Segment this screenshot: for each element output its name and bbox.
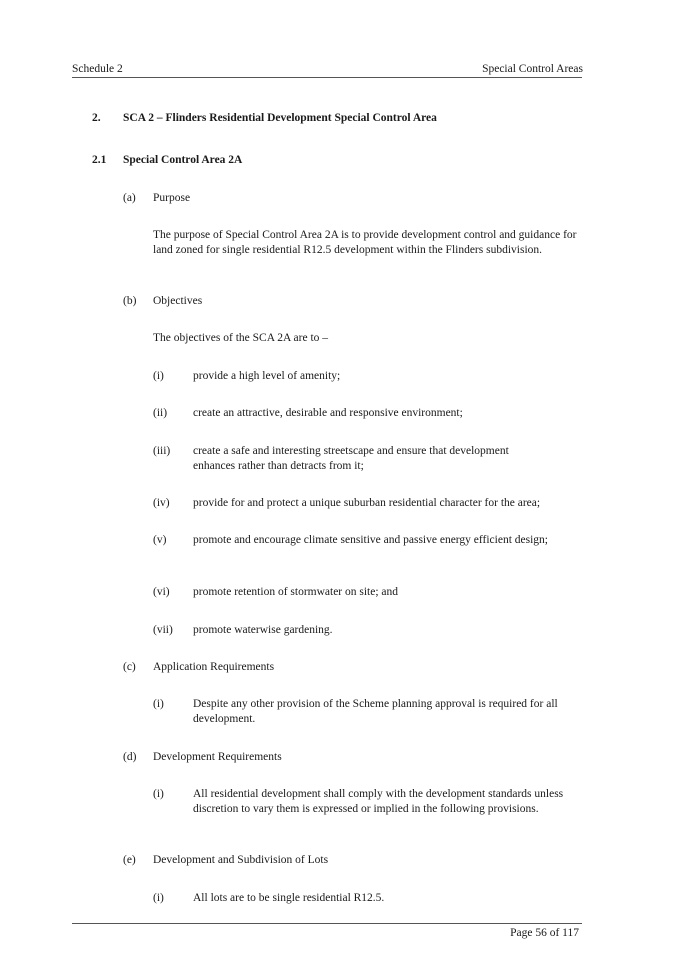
list-item: All residential development shall comply with the development standards unless discretion to vary them is expressed or implied in the following provisions. <box>193 788 564 815</box>
section-title: SCA 2 – Flinders Residential Development Special Control Area <box>123 112 437 124</box>
list-item: promote retention of stormwater on site; and <box>193 586 399 598</box>
list-item: promote and encourage climate sensitive and passive energy efficient design; <box>193 534 548 546</box>
clause-a-label: (a) <box>123 192 136 204</box>
list-item-number: (i) <box>153 788 164 800</box>
clause-d-label: (d) <box>123 751 137 763</box>
clause-c-heading: Application Requirements <box>153 661 275 673</box>
list-item: Despite any other provision of the Scheme planning approval is required for all development. <box>193 698 558 725</box>
header-left: Schedule 2 <box>72 63 123 75</box>
page-number: Page 56 of 117 <box>510 927 579 939</box>
subsection-title: Special Control Area 2A <box>123 154 243 166</box>
clause-b-intro: The objectives of the SCA 2A are to – <box>153 332 329 344</box>
clause-e-heading: Development and Subdivision of Lots <box>153 854 329 866</box>
list-item: All lots are to be single residential R12.5. <box>193 892 385 904</box>
footer-rule <box>72 923 582 924</box>
list-item-number: (i) <box>153 698 164 710</box>
list-item: provide a high level of amenity; <box>193 370 341 382</box>
list-item-number: (iii) <box>153 445 171 457</box>
list-item-number: (vii) <box>153 624 173 636</box>
list-item: create a safe and interesting streetscape and ensure that development enhances rather than detracts from it; <box>193 445 509 472</box>
section-number: 2. <box>92 112 101 124</box>
header-rule <box>72 77 582 78</box>
clause-b-heading: Objectives <box>153 295 203 307</box>
list-item: create an attractive, desirable and responsive environment; <box>193 407 463 419</box>
list-item-number: (v) <box>153 534 167 546</box>
list-item-number: (ii) <box>153 407 168 419</box>
list-item-number: (i) <box>153 370 164 382</box>
clause-b-label: (b) <box>123 295 137 307</box>
list-item: provide for and protect a unique suburban residential character for the area; <box>193 497 541 509</box>
header-right: Special Control Areas <box>482 63 583 75</box>
list-item-number: (iv) <box>153 497 170 509</box>
list-item-number: (i) <box>153 892 164 904</box>
clause-c-label: (c) <box>123 661 136 673</box>
clause-a-heading: Purpose <box>153 192 191 204</box>
subsection-number: 2.1 <box>92 154 107 166</box>
clause-e-label: (e) <box>123 854 136 866</box>
list-item: promote waterwise gardening. <box>193 624 333 636</box>
clause-a-text: The purpose of Special Control Area 2A is to provide development control and guidance for land zoned for single residential R12.5 development within the Flinders subdivision. <box>153 229 577 256</box>
list-item-number: (vi) <box>153 586 170 598</box>
clause-d-heading: Development Requirements <box>153 751 282 763</box>
